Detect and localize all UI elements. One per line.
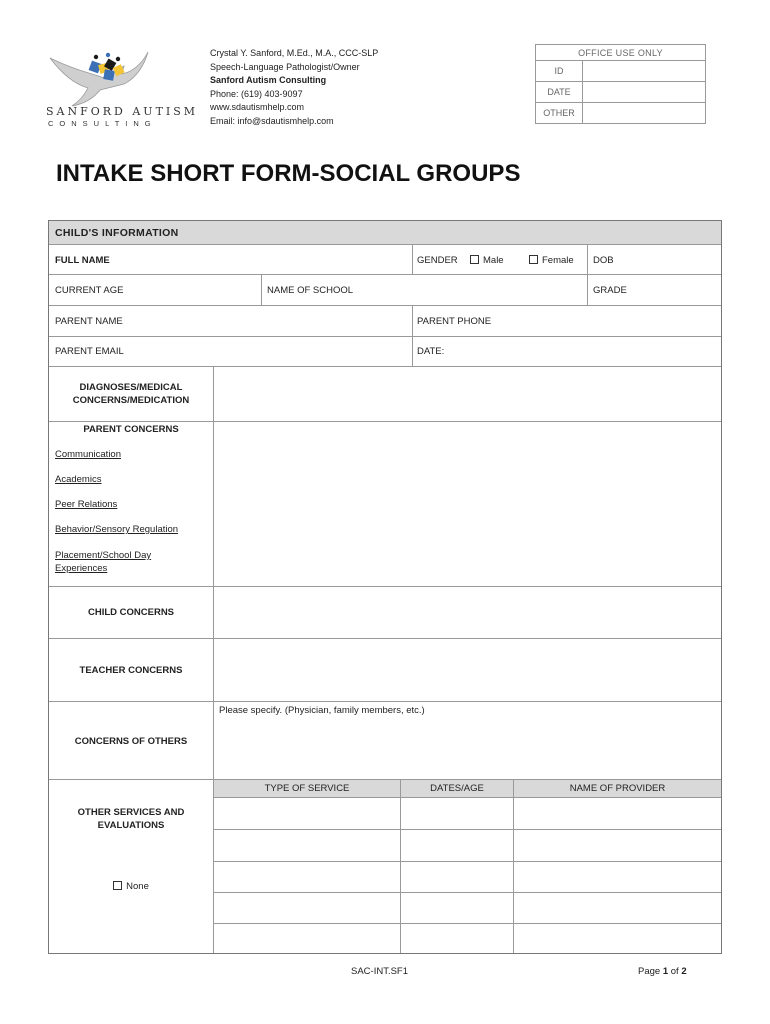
concern-behavior-link[interactable]: Behavior/Sensory Regulation — [55, 524, 179, 535]
male-option[interactable] — [470, 255, 504, 266]
page-number: 1 — [662, 966, 669, 977]
please-specify-text: Please specify. (Physician, family members, etc.) — [219, 705, 425, 716]
section-header: CHILD'S INFORMATION — [49, 221, 721, 244]
dob-label: DOB — [593, 255, 614, 266]
contact-company: Sanford Autism Consulting — [210, 75, 327, 85]
date-label: DATE: — [417, 346, 445, 357]
logo-subtitle: CONSULTING — [48, 119, 157, 128]
provider-name-header: NAME OF PROVIDER — [514, 780, 721, 797]
contact-phone: Phone: (619) 403-9097 — [210, 88, 303, 99]
office-other-label: OTHER — [536, 103, 583, 124]
none-checkbox[interactable] — [113, 881, 122, 890]
concern-peer-relations-link[interactable]: Peer Relations — [55, 499, 118, 510]
office-date-label: DATE — [536, 82, 583, 103]
contact-role: Speech-Language Pathologist/Owner — [210, 61, 360, 72]
office-id-label: ID — [536, 61, 583, 82]
type-of-service-header: TYPE OF SERVICE — [214, 780, 400, 797]
none-option[interactable] — [49, 881, 213, 892]
none-label: None — [126, 881, 149, 892]
male-label: Male — [483, 255, 504, 266]
teacher-concerns-label: TEACHER CONCERNS — [79, 665, 183, 676]
contact-website[interactable]: www.sdautismhelp.com — [210, 102, 305, 112]
male-checkbox[interactable] — [470, 255, 479, 264]
page-title: INTAKE SHORT FORM-SOCIAL GROUPS — [56, 160, 521, 187]
contact-block — [210, 47, 378, 128]
intake-form — [48, 220, 722, 954]
page-word: Page — [638, 966, 661, 977]
parent-name-label: PARENT NAME — [55, 316, 123, 327]
child-concerns-label: CHILD CONCERNS — [87, 607, 175, 618]
full-name-label: FULL NAME — [55, 255, 110, 266]
office-use-table — [535, 44, 706, 124]
female-checkbox[interactable] — [529, 255, 538, 264]
contact-email[interactable]: Email: info@sdautismhelp.com — [210, 115, 334, 126]
concern-communication-link[interactable]: Communication — [55, 449, 121, 460]
school-name-label: NAME OF SCHOOL — [267, 285, 354, 296]
parent-concerns-label: PARENT CONCERNS — [83, 424, 179, 435]
dates-age-header: DATES/AGE — [401, 780, 513, 797]
concerns-of-others-label: CONCERNS OF OTHERS — [74, 736, 188, 747]
office-other-field[interactable] — [583, 103, 706, 124]
form-code: SAC-INT.SF1 — [351, 966, 409, 977]
other-services-label: OTHER SERVICES AND EVALUATIONS — [77, 807, 185, 831]
parent-phone-label: PARENT PHONE — [417, 316, 492, 327]
female-option[interactable] — [529, 255, 574, 266]
grade-label: GRADE — [593, 285, 627, 296]
concern-placement-link[interactable]: Placement/School Day Experiences — [55, 550, 152, 574]
page-indicator — [638, 966, 687, 977]
logo-name: SANFORD AUTISM — [46, 105, 199, 118]
page-total: 2 — [681, 966, 687, 977]
of-word: of — [670, 966, 679, 977]
concern-academics-link[interactable]: Academics — [55, 474, 102, 485]
gender-label: GENDER — [417, 255, 458, 266]
office-date-field[interactable] — [583, 82, 706, 103]
office-use-header: OFFICE USE ONLY — [536, 45, 706, 61]
current-age-label: CURRENT AGE — [55, 285, 124, 296]
office-id-field[interactable] — [583, 61, 706, 82]
parent-email-label: PARENT EMAIL — [55, 346, 124, 357]
diagnoses-label: DIAGNOSES/MEDICAL CONCERNS/MEDICATION — [72, 382, 190, 406]
female-label: Female — [542, 255, 574, 266]
contact-name: Crystal Y. Sanford, M.Ed., M.A., CCC-SLP — [210, 48, 379, 58]
